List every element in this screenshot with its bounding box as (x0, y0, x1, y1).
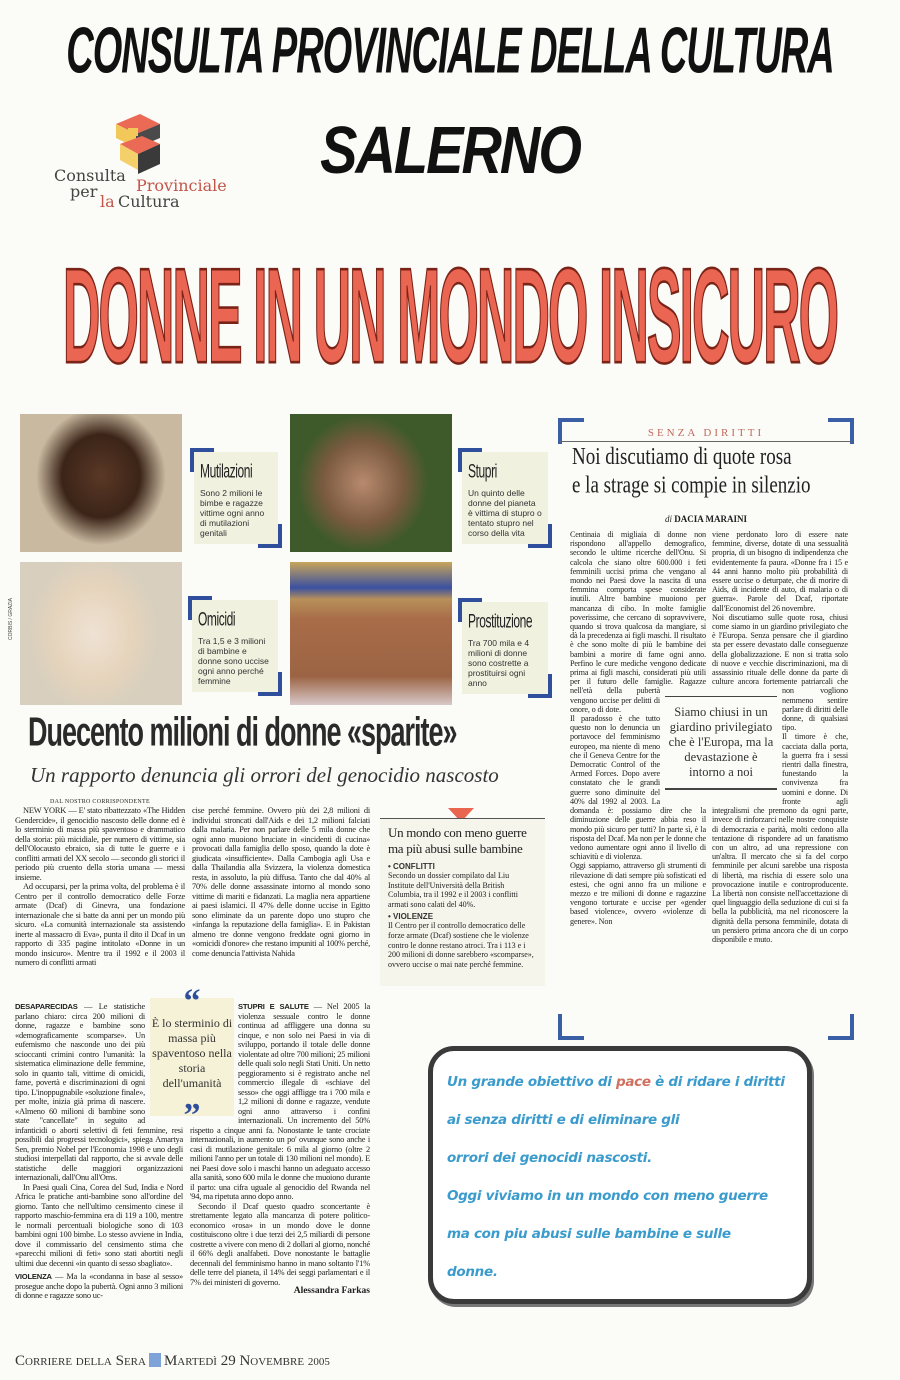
paragraph: cise perché femmine. Ovvero più dei 2,8 milioni di individui stroncati dall'Aids e dei 1,2 milioni falciati dalla malaria. Per non parlare delle 5 mila donne che ogni anno muoiono bruciate in «incidenti di cucina» provocati dalla famiglia dello sposo, quando la dote è giudicata «insufficiente». Dalla Cambogia agli Usa e dalla Thailandia alla Svizzera, la violenza domestica resta, in assoluto, la più diffusa. Tanto che dal 40% al 70% delle donne assassinate intorno al mondo sono vittime di mariti e fidanzati. La maglia nera appartiene ai paesi islamici. Il 47% delle donne uccise in Egitto sono eliminate da un parente dopo uno stupro che «infanga la reputazione della famiglia». E in Pakistan almeno tre donne vengono freddate ogni giorno in «omicidi d'onore» che restano impuniti al 100% perché, come denuncia l'attivista Nahida (192, 806, 370, 958)
newspaper-footer (15, 1352, 330, 1371)
section-lead: DESAPARECIDAS (15, 1002, 78, 1011)
inset-label-violenze: • VIOLENZE (388, 912, 434, 922)
square-separator-icon (149, 1353, 161, 1367)
logo-text-per: per (70, 182, 98, 201)
paragraph: Noi discutiamo sulle quote rosa, chiusi come siamo in un giardino privilegiato che è l'Europa. Senza pensare che il giardino sta per essere devastato dalle conseguenze della globalizzazione. E non si tratta solo di nuove e vecchie discriminazioni, ma di assassinio rituale delle donne da parte di culture ancora fortemente patriarcali che non vogliono nemmeno sentire parlare di diritti delle donne, di qualsiasi tipo. (712, 612, 848, 733)
paragraph (15, 1272, 183, 1301)
logo-text-provinciale: Provinciale (136, 176, 227, 195)
article-subhead: Un rapporto denuncia gli orrori del genocidio nascosto (30, 763, 499, 787)
poster-header: CONSULTA PROVINCIALE DELLA CULTURA (66, 16, 834, 88)
article-column-2 (192, 806, 370, 958)
opinion-pull-quote: Siamo chiusi in un giardino privilegiato che è l'Europa, ma la devastazione è intorno a noi (665, 696, 777, 790)
message-line: ma con piu abusi sulle bambine e sulle (447, 1226, 731, 1242)
paragraph: viene perdonato loro di essere nate femmine, diverse, dotate di una sessualità propria, di un bisogno di indipendenza che evidentemente fa paura. «Donne fra i 15 e 44 anni hanno molto più probabilità di essere uccise o deturpate, che di morire di Aids, di incidente di auto, di malaria o di guerra». Parole del Dcaf, riportate dall'Economist del 26 novembre. (712, 530, 848, 613)
message-line (447, 1063, 793, 1101)
paragraph: Centinaia di migliaia di donne non rispondono all'appello demografico, secondo le ultime ricerche dell'Onu. Si calcola che siano oltre 600.000 i feti femminili uccisi prima che vengano al mondo nei Paesi dove la nascita di una femmina comporta spese considerate inutili. Altre bambine muoiono per mancanza di cibo. In molte famiglie poverissime, che cercano di sopravvivere, quando si trova qualcosa da mangiare, si dà la precedenza ai figli maschi. Il risultato è che sono molte di più le bambine dei bambini a morire di fame ogni anno. Perfino le cure mediche vengono dedicate prima ai figli maschi, considerati più utili per il futuro delle famiglie. Ragazze nell'età della pubertà vengono uccise per delitti di onore, o di dote. (570, 530, 706, 714)
section-lead: VIOLENZA (15, 1272, 52, 1281)
inset-box (380, 818, 545, 986)
opinion-article (560, 418, 852, 1040)
inset-title-line1: Un mondo con meno guerre (388, 825, 527, 840)
bracket-corner (558, 1014, 584, 1040)
paragraph: Il paradosso è che tutto questo non lo denuncia un portavoce del femminismo europeo, ma niente di meno che il Geneva Centre for the Democratic Control of the Armed Forces. Dopo avere constatato che le grandi guerre sono diminuite del 40% dal 1992 al 2003. La domanda è: possiamo dire che la diminuzione delle guerre abbia reso il mondo più sicuro per tutti? In parte sì, è la risposta del Dcaf. Ma non per le donne che vedono aumentare ogni anno il livello di schiavitù e di violenza. (570, 714, 706, 862)
caption-text: Tra 1,5 e 3 milioni di bambine e donne sono uccise ogni anno perché femmine (198, 636, 269, 686)
paragraph-text: — Ma la «condanna in base al sesso» prosegue anche dopo la pubertà. Ogni anno 3 milioni di donne e ragazze sono uc- (15, 1272, 183, 1300)
paragraph: Oggi sappiamo, attraverso gli strumenti di rilevazione di dati sempre più sofisticati ed estesi, che ogni anno fra un milione e mezzo e tre milioni di donne e ragazzine vengono torturate e uccise per «gender based violence», ovvero «violenze di genere». Non (570, 861, 706, 926)
caption-title: Prostituzione (468, 610, 533, 633)
message-line: ai senza diritti e di eliminare gli (447, 1112, 680, 1128)
caption-stupri (462, 452, 548, 544)
caption-mutilazioni (194, 452, 278, 544)
paragraph-text: — Le statistiche parlano chiaro: circa 200 milioni di donne, ragazze e bambine sono «demograficamente scomparse». Un eufemismo che nasconde uno dei più scioccanti crimini contro l'umanità: la sistematica eliminazione delle femmine, solo in quanto tali, vittime di omicidi, fame, povertà e discriminazioni di ogni tipo. L'inoppugnabile «soluzione finale», per molte, inizia già prima di nascere. «Almeno 60 milioni di bambine sono state "cancellate" in seguito ad infanticidi o aborti selettivi di feti femmine, resi possibili dai progressi tecnologici», spiega Amartya Sen, premio Nobel per l'Economia 1998 e uno degli studiosi interpellati dal rapporto, che si avvale delle statistiche delle maggiori organizzazioni internazionali, dall'Onu all'Oms. (15, 1002, 183, 1182)
pull-quote-text: È lo sterminio di massa più spaventoso nella storia dell'umanità (151, 1016, 233, 1090)
logo-text-la: la (100, 192, 115, 211)
byline-author: DACIA MARAINI (674, 514, 748, 524)
inset-text: Secondo un dossier compilato dal Liu Institute dell'Università della British Columbia, tra il 1992 e il 2003 i conflitti armati sono calati del 40%. (388, 871, 518, 909)
byline-prefix: di (664, 514, 672, 524)
inset-title-line2: ma più abusi sulle bambine (388, 841, 523, 856)
photo-elderly-woman (290, 414, 452, 552)
paragraph: Secondo il Dcaf questo quadro sconcertante è strettamente legato alla mancanza di potere politico-economico «rosa» in un mondo dove le donne costituiscono oltre i due terzi dei 2,5 miliardi di persone costrette a vivere con meno di 2 dollari al giorno, nonché il 66% degli analfabeti. Dove nonostante le battaglie decennali del femminismo hanno in mano soltanto l'1% delle terre del pianeta, il 14% dei seggi parlamentari e il 7% dei ministeri di governo. (190, 1201, 370, 1287)
photo-girl-with-hat (290, 562, 452, 705)
newspaper-date: Martedì 29 Novembre (163, 1353, 305, 1369)
photo-credit: CORBIS / GRAZIA (8, 598, 14, 640)
logo-text-consulta: Consulta (54, 166, 126, 185)
close-quote-icon: ” (183, 1097, 201, 1134)
opinion-byline (560, 514, 852, 524)
message-line: Oggi viviamo in un mondo con meno guerre (447, 1188, 768, 1204)
paragraph: NEW YORK — E' stato ribattezzato «The Hidden Gendercide», il genocidio nascosto delle donne ed è lo sterminio di massa più spaventoso e drammatico della storia: più micidiale, per numero di vittime, sia dell'Olocausto ebraico, sia di tutte le guerre e i conflitti armati del XX secolo — secondo gli storici il periodo più cruento della storia umana — messi insieme. (15, 806, 185, 882)
message-text: è di ridare i diritti (650, 1074, 785, 1090)
inset-label-conflitti: • CONFLITTI (388, 862, 435, 871)
newspaper-name: Corriere della Sera (15, 1353, 146, 1369)
consulta-logo (48, 112, 238, 212)
section-lead: STUPRI E SALUTE (238, 1002, 309, 1011)
caption-text: Sono 2 milioni le bimbe e ragazze vittime ogni anno di mutilazioni genitali (200, 488, 265, 538)
photo-african-woman (20, 414, 182, 552)
pull-quote (150, 983, 234, 1134)
logo-text-cultura: Cultura (118, 192, 180, 211)
title-line: Noi discutiamo di quote rosa (572, 443, 792, 471)
inset-text: Il Centro per il controllo democratico delle forze armate (Dcaf) sostiene che le violenze contro le donne restano atroci. Tra i 113 e i 200 milioni di donne sarebbero «scomparse», ovvero uccise o mai nate perché femmine. (388, 921, 534, 969)
paragraph: Ad occuparsi, per la prima volta, del problema è il Centro per il controllo democratico delle Forze armate (Dcaf) di Ginevra, una fondazione internazionale che si batte da anni per un mondo più sicuro. «La comunità internazionale sta assistendo inerte al massacro di Eva», punta il dito il Dcaf in un rapporto di 335 pagine intitolato «Donne in un mondo insicuro». Mentre tra il 1992 e il 2003 il numero di conflitti armati (15, 882, 185, 967)
message-line: orrori dei genocidi nascosti. (447, 1150, 652, 1166)
paragraph: In Paesi quali Cina, Corea del Sud, India e Nord Africa le pratiche anti-bambine sono all'ordine del giorno. Tanto che nell'ultimo censimento cinese il rapporto maschio-femmina era di 119 a 100, mentre le normali percentuali biologiche sono di 103 bambini ogni 100 bimbe. Lo stesso avviene in India, dove il commissario del censimento stima che «parecchi milioni di feti» sono stati abortiti negli ultimi due decenni «in quanto di sesso sbagliato». (15, 1182, 183, 1268)
message-line: donne. (447, 1264, 498, 1280)
photo-albino-girl (20, 562, 182, 705)
poster-title: DONNE IN UN MONDO INSICURO (62, 242, 838, 394)
title-line: e la strage si compie in silenzio (572, 471, 811, 499)
opinion-kicker: SENZA DIRITTI (560, 427, 852, 442)
caption-text: Un quinto delle donne del pianeta è vittima di stupro o tentato stupro nel corso della vita (468, 488, 542, 538)
caption-title: Omicidi (198, 608, 236, 631)
paragraph: Il timore è che, cacciata dalla porta, la guerra fra i sessi rientri dalla finestra, funestando la convivenza fra uomini e donne. Di fronte agli integralismi che premono da ogni parte, invece di rinforzarci nelle nostre conquiste di democrazia e parità, molti cedono alla tentazione di rispondere ad un fanatismo con un altro, ad una repressione con un'altra. Il mercato che si fa del corpo femminile per alcuni sarebbe una risposta di libertà, ma rischia di essere solo una provocazione inutile e controproducente. La libertà non consiste nell'accettazione di quel linguaggio della seduzione di cui si fa bella la pubblicità, ma nel riconoscere la dignità della persona femminile, dotata di un pensiero prima ancora che di un corpo disponibile e muto. (712, 732, 848, 944)
caption-title: Mutilazioni (200, 460, 253, 483)
newspaper-year: 2005 (307, 1356, 330, 1368)
message-text: Un grande obiettivo di (447, 1074, 616, 1090)
dateline: DAL NOSTRO CORRISPONDENTE (50, 799, 150, 805)
bracket-corner (828, 1014, 854, 1040)
article-column-1 (15, 798, 185, 968)
paragraph-text: — Nel 2005 la violenza sessuale contro le donne continua ad affliggere una donna su cinque, e non solo nei Paesi in via di sviluppo, portando il totale delle donne violentate ad oltre 700 milioni; 25 milioni delle quali solo negli Stati Uniti. Un netto peggioramento si è registrato anche nel commercio illegale di «schiave del sesso» che oggi affligge tra i 700 mila e 1,2 milioni di donne e ragazze, vendute ogni anno attraverso i confini internazionali. Un incremento del 50% rispetto a cinque anni fa. Nonostante le tante crociate internazionali, in aumento un po' ovunque sono anche i casi di mutilazione genitale: 6 mila al giorno (oltre 2 milioni l'anno per un totale di 130 milioni nel mondo). E nei Paesi dove solo i maschi hanno un adeguato accesso alla sanità, sono 600 mila le donne che muoiono durante il parto: una cifra uguale al genocidio del Rwanda nel '94, ma ripetuta anno dopo anno. (190, 1002, 370, 1201)
opinion-title (572, 443, 852, 500)
article-headline: Duecento milioni di donne «sparite» (28, 709, 457, 755)
poster-city: SALERNO (320, 111, 580, 188)
message-highlight-pace: pace (615, 1074, 651, 1090)
open-quote-icon: “ (183, 983, 201, 1020)
caption-title: Stupri (468, 460, 497, 483)
message-box (428, 1046, 812, 1304)
caption-text: Tra 700 mila e 4 milioni di donne sono costrette a prostituirsi ogni anno (468, 638, 530, 688)
caption-omicidi (192, 600, 278, 692)
author: Alessandra Farkas (293, 1286, 370, 1296)
caption-prostituzione (462, 602, 548, 694)
